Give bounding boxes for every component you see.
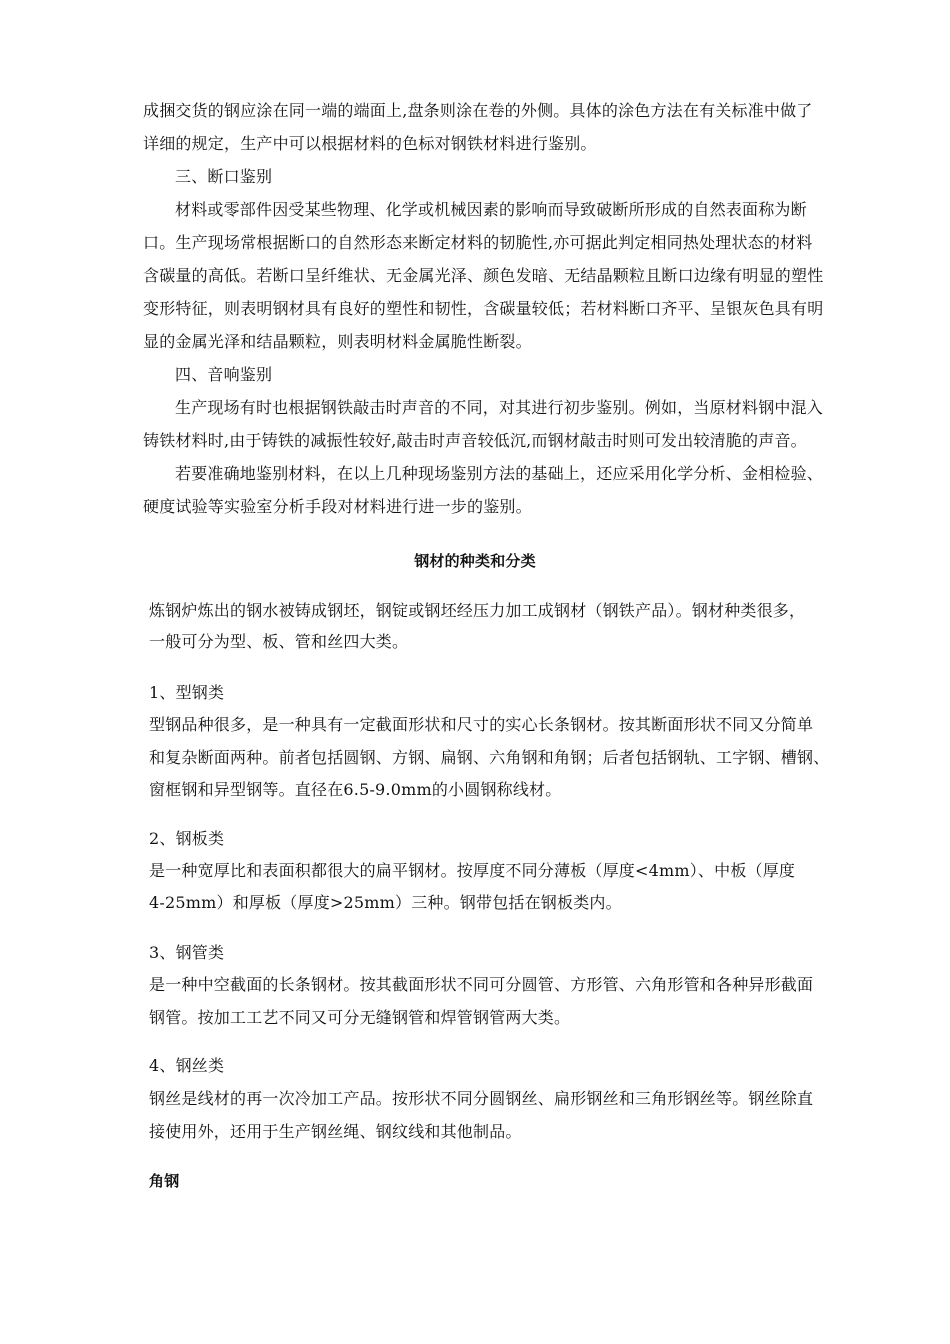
section-line: 钢管。按加工工艺不同又可分无缝钢管和焊管钢管两大类。 [149, 1008, 571, 1027]
section-line: 钢丝是线材的再一次冷加工产品。按形状不同分圆钢丝、扁形钢丝和三角形钢丝等。钢丝除直 [149, 1089, 814, 1108]
article-title: 钢材的种类和分类 [414, 552, 536, 570]
section-line: 是一种中空截面的长条钢材。按其截面形状不同可分圆管、方形管、六角形管和各种异形截面 [149, 975, 814, 994]
paragraph-line: 显的金属光泽和结晶颗粒，则表明材料金属脆性断裂。 [143, 332, 532, 351]
section-heading: 3、钢管类 [149, 943, 225, 962]
paragraph-line: 生产现场有时也根据钢铁敲击时声音的不同，对其进行初步鉴别。例如，当原材料钢中混入 [175, 398, 824, 417]
paragraph-line: 材料或零部件因受某些物理、化学或机械因素的影响而导致破断所形成的自然表面称为断 [175, 200, 807, 219]
section-heading: 4、钢丝类 [149, 1056, 225, 1075]
section-line: 窗框钢和异型钢等。直径在6.5-9.0mm的小圆钢称线材。 [149, 780, 562, 799]
section-heading: 四、音响鉴别 [175, 365, 273, 384]
section-line: 和复杂断面两种。前者包括圆钢、方钢、扁钢、六角钢和角钢；后者包括钢轨、工字钢、槽钢、 [149, 748, 830, 767]
paragraph-line: 口。生产现场常根据断口的自然形态来断定材料的韧脆性,亦可据此判定相同热处理状态的材料 [143, 233, 813, 252]
section-line: 型钢品种很多，是一种具有一定截面形状和尺寸的实心长条钢材。按其断面形状不同又分简单 [149, 715, 814, 734]
paragraph-line: 变形特征，则表明钢材具有良好的塑性和韧性，含碳量较低；若材料断口齐平、呈银灰色具有明 [143, 299, 824, 318]
subsection-heading: 角钢 [149, 1172, 180, 1190]
paragraph-line: 硬度试验等实验室分析手段对材料进行进一步的鉴别。 [143, 497, 532, 516]
paragraph-line: 成捆交货的钢应涂在同一端的端面上,盘条则涂在卷的外侧。具体的涂色方法在有关标准中做了 [143, 101, 813, 120]
section-line: 4-25mm）和厚板（厚度>25mm）三种。钢带包括在钢板类内。 [149, 893, 622, 912]
section-line: 接使用外，还用于生产钢丝绳、钢纹线和其他制品。 [149, 1122, 522, 1141]
intro-line: 一般可分为型、板、管和丝四大类。 [149, 632, 409, 651]
section-heading: 三、断口鉴别 [175, 167, 273, 186]
paragraph-line: 铸铁材料时,由于铸铁的减振性较好,敲击时声音较低沉,而钢材敲击时则可发出较清脆的声音。 [143, 431, 807, 450]
paragraph-line: 详细的规定，生产中可以根据材料的色标对钢铁材料进行鉴别。 [143, 134, 597, 153]
paragraph-line: 若要准确地鉴别材料，在以上几种现场鉴别方法的基础上，还应采用化学分析、金相检验、 [175, 464, 824, 483]
section-line: 是一种宽厚比和表面积都很大的扁平钢材。按厚度不同分薄板（厚度<4mm）、中板（厚度 [149, 861, 796, 880]
intro-line: 炼钢炉炼出的钢水被铸成钢坯，钢锭或钢坯经压力加工成钢材（钢铁产品）。钢材种类很多， [149, 601, 806, 620]
paragraph-line: 含碳量的高低。若断口呈纤维状、无金属光泽、颜色发暗、无结晶颗粒且断口边缘有明显的塑性 [143, 266, 824, 285]
section-heading: 2、钢板类 [149, 829, 225, 848]
section-heading: 1、型钢类 [149, 683, 225, 702]
